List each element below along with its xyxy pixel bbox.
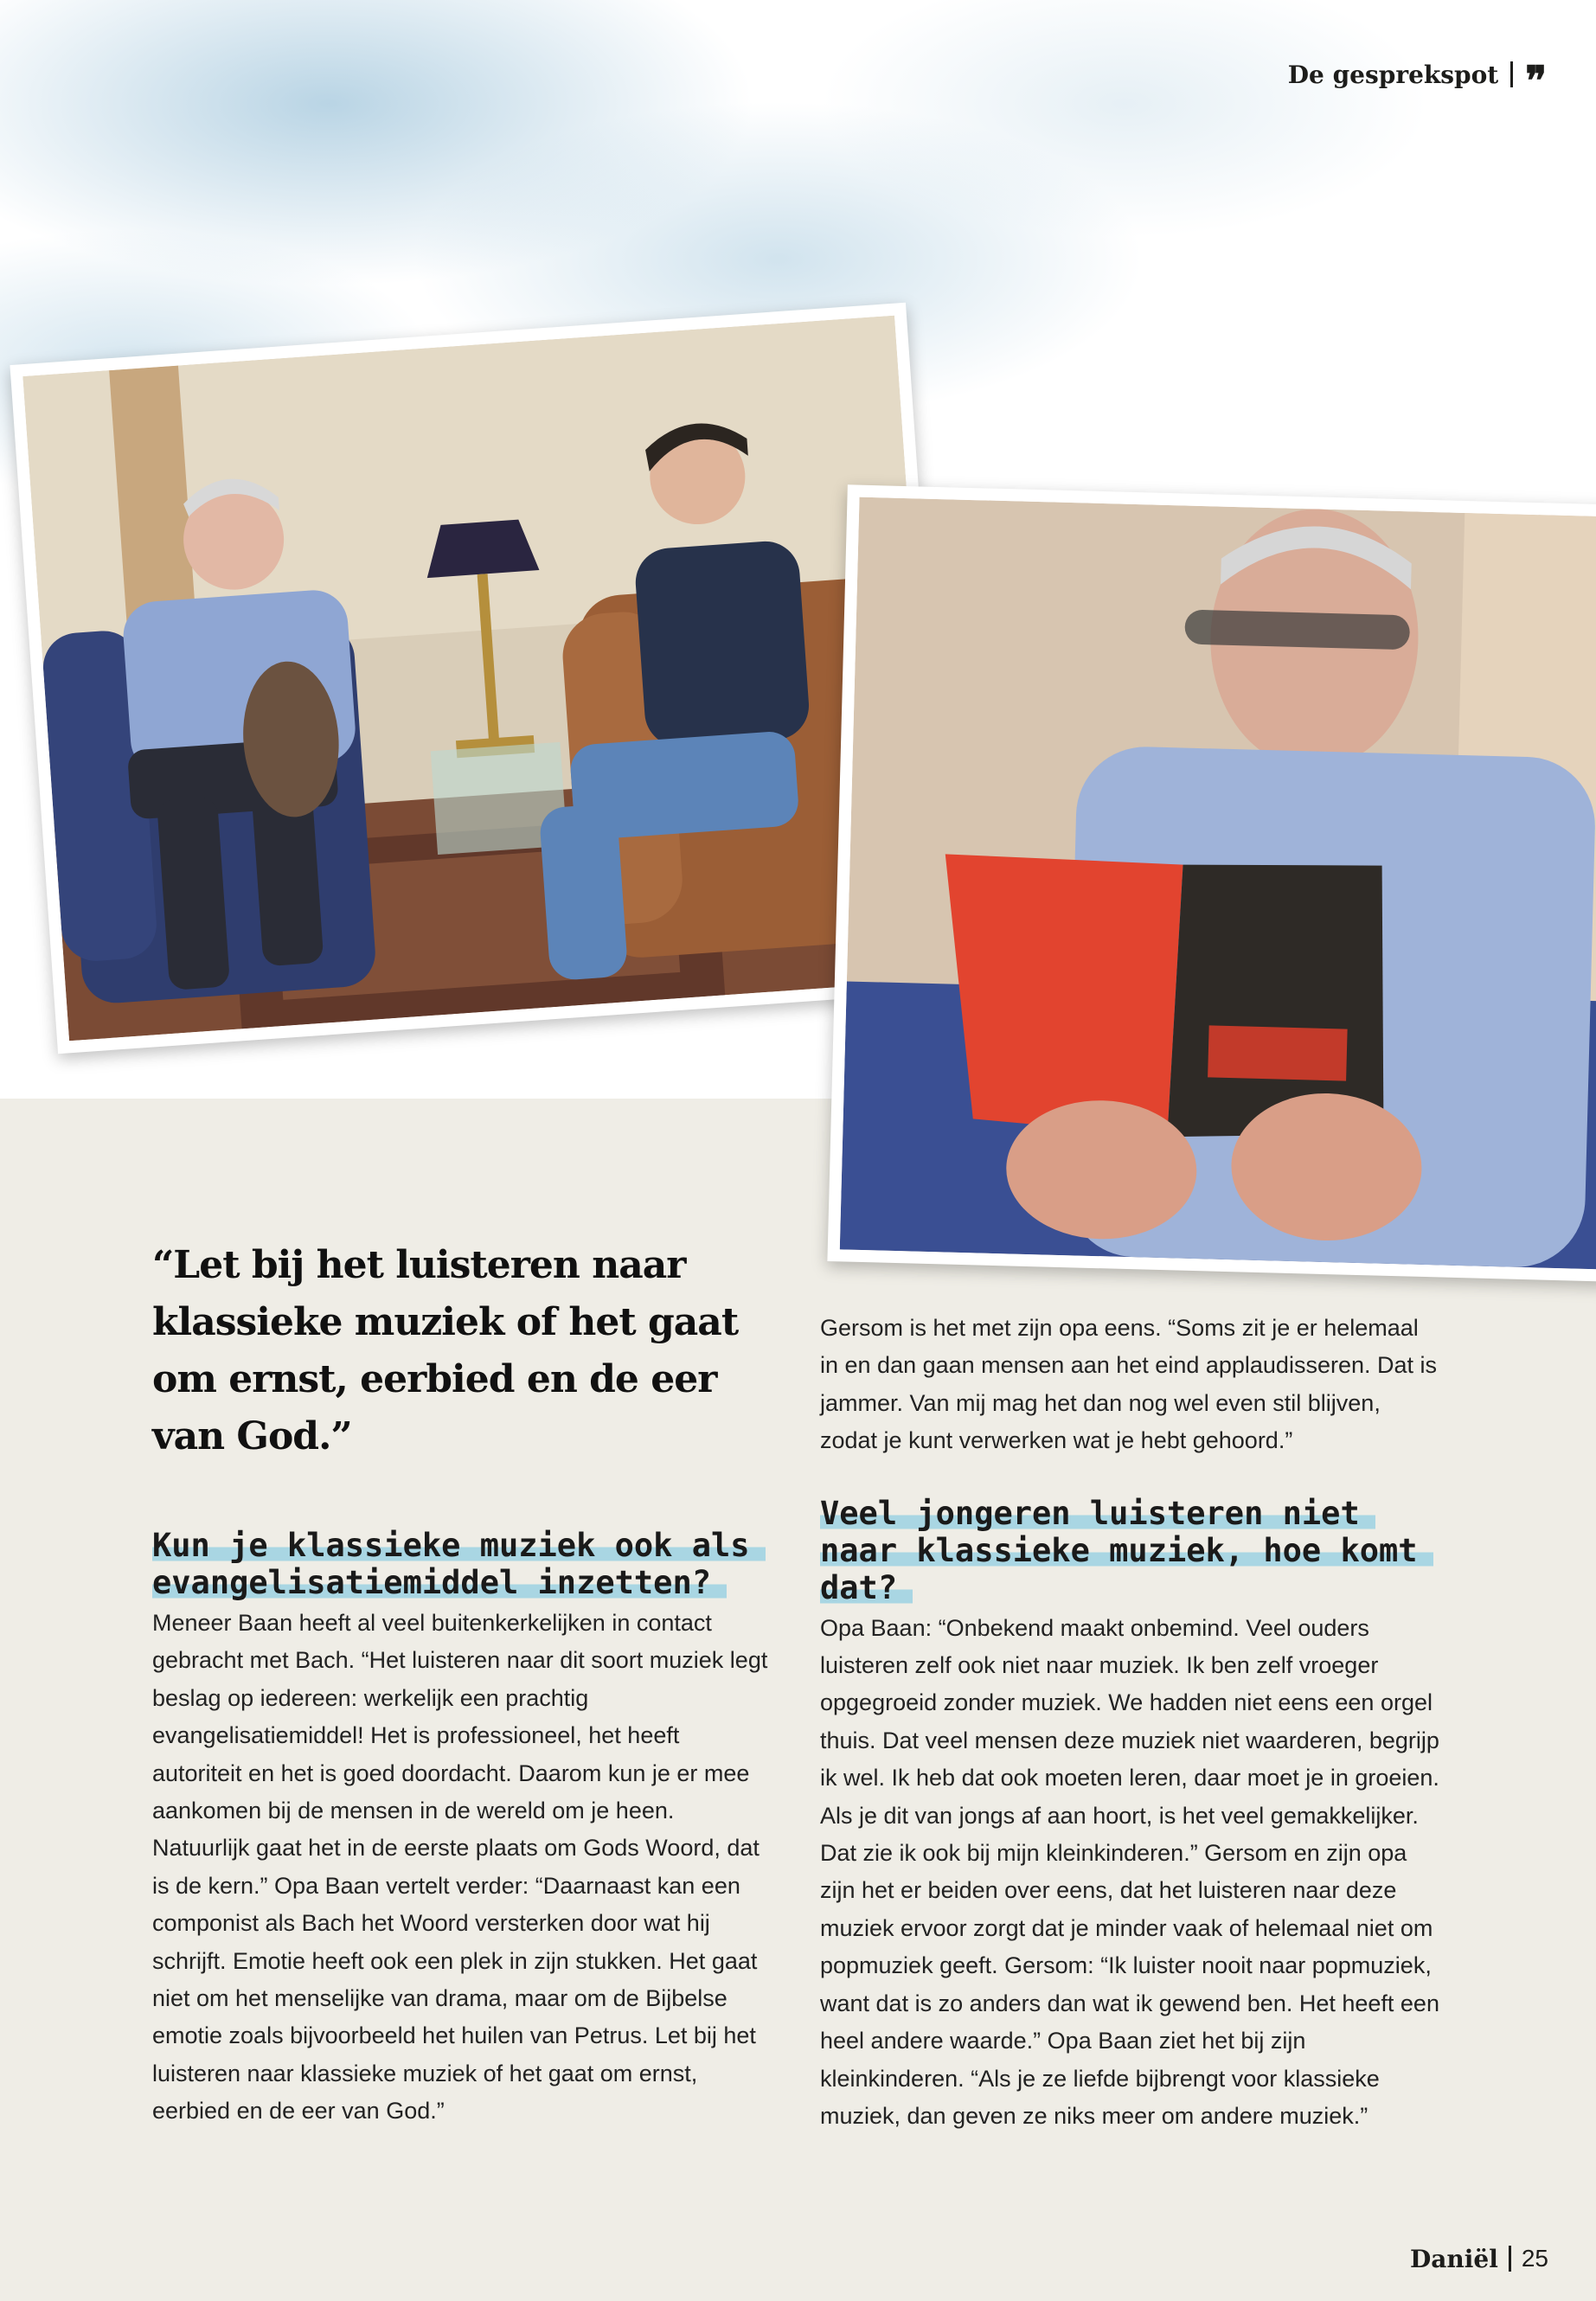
photo-interview-living-room: [10, 303, 953, 1054]
pull-quote: “Let bij het luisteren naar klassieke muziek of het gaat om ernst, eerbied en de eer van God.”: [152, 1243, 739, 1458]
divider: [1510, 61, 1513, 87]
intro-text: Gersom is het met zijn opa eens. “Soms zit je er helemaal in en dan gaan mensen aan het eind applaudisseren. Dat is jammer. Van mij mag het dan nog wel even stil blijven, zodat je kunt verwerken wat je hebt gehoord.”: [820, 1315, 1438, 1454]
right-column: [820, 1310, 1443, 2135]
body-text: Meneer Baan heeft al veel buitenkerkelijken in contact gebracht met Bach. “Het luisteren naar dit soort muziek legt beslag op iedereen: werkelijk een prachtig evangelisatiemiddel! Het is professioneel, het heeft autoriteit en het is goed doordacht. Daarom kun je er mee aankomen bij de mensen in de wereld om je heen. Natuurlijk gaat het in de eerste plaats om Gods Woord, dat is de kern.” Opa Baan vertelt verder: “Daarnaast kan een componist als Bach het Woord versterken door wat hij schrijft. Emotie heeft ook een plek in zijn stukken. Het gaat niet om het menselijke van drama, maar om de Bijbelse emotie zoals bijvoorbeeld het huilen van Petrus. Let bij het luisteren naar klassieke muziek of het gaat om ernst, eerbied en de eer van God.”: [152, 1610, 768, 2125]
page-number: 25: [1521, 2245, 1548, 2272]
section-heading: Kun je klassieke muziek ook als evangelisatiemiddel inzetten?: [152, 1527, 775, 1601]
section-heading: Veel jongeren luisteren niet naar klassieke muziek, hoe komt dat?: [820, 1495, 1443, 1606]
running-head: [1287, 57, 1547, 104]
photo-grandfather-with-book: [827, 484, 1596, 1281]
section-title: De gesprekspot: [1287, 60, 1499, 89]
magazine-name: Daniël: [1409, 2244, 1498, 2273]
body-text: Opa Baan: “Onbekend maakt onbemind. Veel ouders luisteren zelf ook niet naar muziek. Ik ben zelf vroeger opgegroeid zonder muziek. We hadden niet eens een orgel thuis. Dat veel mensen deze muziek niet waarderen, begrijp ik wel. Ik heb dat ook moeten leren, daar moet je in groeien. Als je dit van jongs af aan hoort, is het veel gemakkelijker. Dat zie ik ook bij mijn kleinkinderen.” Gersom en zijn opa zijn het er beiden over eens, dat het luisteren naar deze muziek ervoor zorgt dat je minder vaak of helemaal niet om popmuziek geeft. Gersom: “Ik luister nooit naar popmuziek, want dat is zo anders dan wat ik gewend ben. Het heeft een heel andere waarde.” Opa Baan ziet het bij zijn kleinkinderen. “Als je ze liefde bijbrengt voor klassieke muziek, dan geven ze niks meer om andere muziek.”: [820, 1614, 1439, 2129]
page-footer: [1410, 2242, 1548, 2275]
left-column: [152, 1527, 775, 2131]
quote-mark-icon: ❞: [1525, 57, 1547, 104]
divider: [1509, 2246, 1511, 2272]
